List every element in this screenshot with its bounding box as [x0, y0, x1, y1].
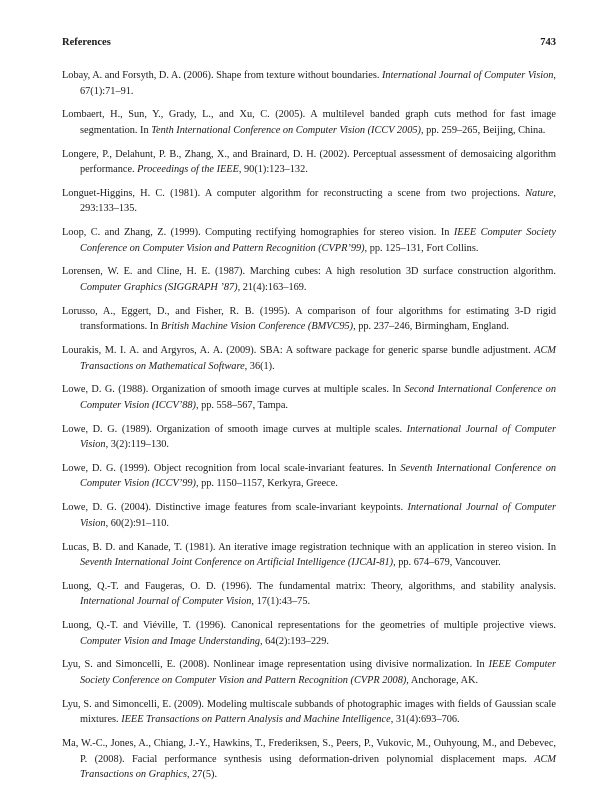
reference-entry — [62, 304, 556, 335]
reference-details: , pp. 125–131, Fort Collins. — [364, 242, 479, 254]
reference-text: Luong, Q.-T. and Faugeras, O. D. (1996). The fundamental matrix: Theory, algorithms, and stability analysis. — [62, 580, 556, 592]
reference-entry — [62, 107, 556, 138]
reference-venue: Tenth International Conference on Computer Vision (ICCV 2005) — [151, 124, 421, 136]
reference-text: Lowe, D. G. (1989). Organization of smooth image curves at multiple scales. — [62, 423, 407, 435]
reference-details: , pp. 237–246, Birmingham, England. — [353, 321, 509, 333]
reference-venue: International Journal of Computer Vision — [80, 502, 556, 529]
page-number: 743 — [540, 37, 556, 48]
reference-details: , 17(1):43–75. — [251, 596, 311, 608]
reference-details: , Anchorage, AK. — [406, 674, 479, 686]
reference-venue: ACM Transactions on Mathematical Software — [80, 345, 556, 372]
reference-venue: International Journal of Computer Vision — [80, 596, 252, 608]
reference-details: , 27(5). — [187, 769, 218, 781]
reference-entry — [62, 579, 556, 610]
reference-entry — [62, 68, 556, 99]
reference-text: Lourakis, M. I. A. and Argyros, A. A. (2009). SBA: A software package for generic sparse bundle adjustment. — [62, 345, 535, 357]
running-title: References — [62, 37, 111, 48]
reference-venue: IEEE Transactions on Pattern Analysis and Machine Intelligence — [121, 714, 391, 726]
reference-venue: Computer Graphics (SIGGRAPH ’87) — [80, 281, 238, 293]
reference-text: Lowe, D. G. (1999). Object recognition from local scale-invariant features. In — [62, 462, 401, 474]
reference-text: Lowe, D. G. (1988). Organization of smooth image curves at multiple scales. In — [62, 384, 405, 396]
reference-text: Loop, C. and Zhang, Z. (1999). Computing rectifying homographies for stereo vision. In — [62, 227, 454, 239]
reference-entry — [62, 618, 556, 649]
reference-text: Lobay, A. and Forsyth, D. A. (2006). Shape from texture without boundaries. — [62, 70, 382, 81]
reference-entry — [62, 343, 556, 374]
reference-text: Ma, W.-C., Jones, A., Chiang, J.-Y., Hawkins, T., Frederiksen, S., Peers, P., Vukovic, M., Ouhyoung, M., and Debevec, P. (2008). Facial performance synthesis using deformation-driven polynomial displacement maps. — [62, 738, 556, 765]
reference-venue: International Journal of Computer Vision — [381, 70, 554, 81]
reference-text: Lyu, S. and Simoncelli, E. (2009). Modeling multiscale subbands of photographic images with fields of Gaussian scale mixtures. — [62, 698, 556, 726]
reference-text: Lucas, B. D. and Kanade, T. (1981). An iterative image registration technique with an application in stereo vision. In — [62, 541, 556, 553]
reference-details: , 90(1):123–132. — [238, 164, 308, 176]
reference-text: Longuet-Higgins, H. C. (1981). A computer algorithm for reconstructing a scene from two projections. — [62, 187, 526, 199]
reference-details: , 67(1):71–91. — [80, 70, 556, 97]
reference-details: , pp. 259–265, Beijing, China. — [420, 124, 546, 136]
reference-text: Lorusso, A., Eggert, D., and Fisher, R. B. (1995). A comparison of four algorithms for estimating 3-D rigid transformations. In — [62, 305, 556, 333]
reference-details: , 60(2):91–110. — [105, 517, 169, 529]
reference-venue: IEEE Computer Society Conference on Computer Vision and Pattern Recognition (CVPR’99) — [80, 227, 556, 254]
reference-venue: Proceedings of the IEEE — [137, 164, 239, 176]
reference-text: Lombaert, H., Sun, Y., Grady, L., and Xu, C. (2005). A multilevel banded graph cuts method for fast image segmentation. In — [62, 109, 556, 136]
reference-text: Longere, P., Delahunt, P. B., Zhang, X., and Brainard, D. H. (2002). Perceptual assessment of demosaicing algorithm performance. — [62, 148, 556, 176]
reference-entry — [62, 697, 556, 728]
reference-entry — [62, 147, 556, 178]
reference-entry — [62, 461, 556, 492]
reference-entry — [62, 186, 556, 217]
reference-details: , 21(4):163–169. — [237, 281, 307, 293]
reference-entry — [62, 540, 556, 571]
reference-details: , 3(2):119–130. — [105, 439, 169, 451]
reference-venue: Seventh International Conference on Computer Vision (ICCV’99) — [80, 462, 556, 490]
reference-entry — [62, 264, 556, 295]
reference-text: Lyu, S. and Simoncelli, E. (2008). Nonlinear image representation using divisive normalization. In — [62, 659, 489, 671]
reference-venue: British Machine Vision Conference (BMVC95) — [160, 321, 354, 333]
reference-entry — [62, 657, 556, 688]
reference-venue: IEEE Computer Society Conference on Computer Vision and Pattern Recognition (CVPR 2008) — [80, 659, 557, 686]
reference-details: , 293:133–135. — [80, 187, 556, 215]
reference-entry — [62, 225, 556, 256]
reference-entry — [62, 422, 556, 453]
reference-list — [62, 68, 556, 791]
reference-venue: Computer Vision and Image Understanding — [80, 635, 260, 647]
reference-text: Lowe, D. G. (2004). Distinctive image features from scale-invariant keypoints. — [62, 502, 408, 514]
reference-details: , pp. 558–567, Tampa. — [195, 399, 288, 411]
reference-venue: Second International Conference on Computer Vision (ICCV’88) — [80, 384, 556, 411]
reference-details: , 64(2):193–229. — [260, 635, 329, 647]
reference-text: Lorensen, W. E. and Cline, H. E. (1987). Marching cubes: A high resolution 3D surface construction algorithm. — [62, 266, 556, 278]
reference-venue: ACM Transactions on Graphics — [80, 753, 556, 781]
reference-venue: Seventh International Joint Conference on Artificial Intelligence (IJCAI-81) — [80, 557, 394, 569]
reference-details: , 36(1). — [244, 360, 275, 372]
reference-entry — [62, 382, 556, 413]
reference-venue: Nature — [525, 187, 554, 199]
reference-venue: International Journal of Computer Vision — [80, 423, 556, 451]
reference-details: , 31(4):693–706. — [390, 714, 460, 726]
reference-entry — [62, 736, 556, 783]
reference-details: , pp. 674–679, Vancouver. — [393, 557, 501, 569]
reference-entry — [62, 500, 556, 531]
reference-text: Luong, Q.-T. and Viéville, T. (1996). Canonical representations for the geometries of multiple projective views. — [62, 620, 556, 632]
page-header — [62, 37, 556, 53]
reference-details: , pp. 1150–1157, Kerkyra, Greece. — [195, 478, 338, 490]
